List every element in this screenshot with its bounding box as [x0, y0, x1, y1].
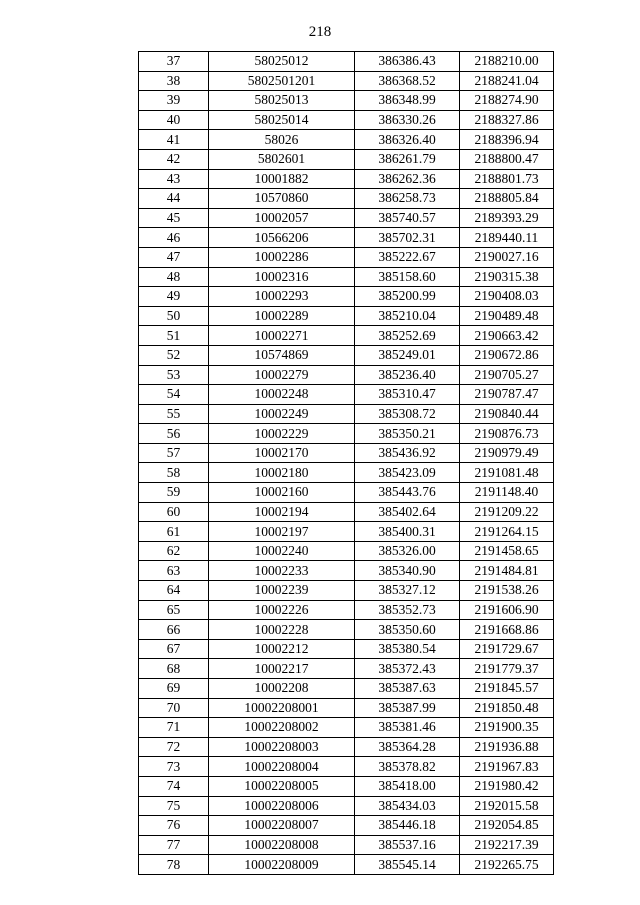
page-number: 218: [308, 24, 332, 40]
row-number-cell: 73: [139, 757, 209, 777]
point-id-cell: 10002240: [209, 541, 355, 561]
row-number-cell: 48: [139, 267, 209, 287]
table-row: [139, 306, 554, 326]
y-coordinate-cell: 2191606.90: [460, 600, 554, 620]
coordinates-table-body: [139, 52, 554, 875]
x-coordinate-cell: 385434.03: [355, 796, 460, 816]
x-coordinate-cell: 385249.01: [355, 345, 460, 365]
row-number-cell: 53: [139, 365, 209, 385]
point-id-cell: 10002229: [209, 424, 355, 444]
table-row: [139, 659, 554, 679]
table-row: [139, 776, 554, 796]
y-coordinate-cell: 2189440.11: [460, 228, 554, 248]
table-row: [139, 600, 554, 620]
x-coordinate-cell: 386258.73: [355, 189, 460, 209]
row-number-cell: 58: [139, 463, 209, 483]
y-coordinate-cell: 2191538.26: [460, 581, 554, 601]
table-row: [139, 620, 554, 640]
point-id-cell: 10002197: [209, 522, 355, 542]
row-number-cell: 37: [139, 52, 209, 72]
y-coordinate-cell: 2191264.15: [460, 522, 554, 542]
y-coordinate-cell: 2188396.94: [460, 130, 554, 150]
y-coordinate-cell: 2188800.47: [460, 149, 554, 169]
x-coordinate-cell: 385352.73: [355, 600, 460, 620]
table-row: [139, 52, 554, 72]
y-coordinate-cell: 2188274.90: [460, 91, 554, 111]
point-id-cell: 10002208001: [209, 698, 355, 718]
y-coordinate-cell: 2192054.85: [460, 816, 554, 836]
table-row: [139, 404, 554, 424]
table-row: [139, 561, 554, 581]
y-coordinate-cell: 2190663.42: [460, 326, 554, 346]
row-number-cell: 59: [139, 483, 209, 503]
point-id-cell: 10574869: [209, 345, 355, 365]
y-coordinate-cell: 2191668.86: [460, 620, 554, 640]
point-id-cell: 10002271: [209, 326, 355, 346]
y-coordinate-cell: 2190489.48: [460, 306, 554, 326]
x-coordinate-cell: 386348.99: [355, 91, 460, 111]
row-number-cell: 46: [139, 228, 209, 248]
row-number-cell: 66: [139, 620, 209, 640]
y-coordinate-cell: 2190979.49: [460, 443, 554, 463]
y-coordinate-cell: 2191484.81: [460, 561, 554, 581]
row-number-cell: 39: [139, 91, 209, 111]
x-coordinate-cell: 385537.16: [355, 835, 460, 855]
y-coordinate-cell: 2190315.38: [460, 267, 554, 287]
table-row: [139, 189, 554, 209]
table-row: [139, 835, 554, 855]
table-row: [139, 424, 554, 444]
y-coordinate-cell: 2191967.83: [460, 757, 554, 777]
y-coordinate-cell: 2190876.73: [460, 424, 554, 444]
point-id-cell: 10566206: [209, 228, 355, 248]
x-coordinate-cell: 385545.14: [355, 855, 460, 875]
y-coordinate-cell: 2191980.42: [460, 776, 554, 796]
table-row: [139, 208, 554, 228]
point-id-cell: 10570860: [209, 189, 355, 209]
x-coordinate-cell: 386330.26: [355, 110, 460, 130]
y-coordinate-cell: 2189393.29: [460, 208, 554, 228]
y-coordinate-cell: 2188801.73: [460, 169, 554, 189]
y-coordinate-cell: 2190840.44: [460, 404, 554, 424]
row-number-cell: 77: [139, 835, 209, 855]
row-number-cell: 64: [139, 581, 209, 601]
row-number-cell: 55: [139, 404, 209, 424]
point-id-cell: 10002239: [209, 581, 355, 601]
x-coordinate-cell: 385446.18: [355, 816, 460, 836]
y-coordinate-cell: 2190672.86: [460, 345, 554, 365]
row-number-cell: 75: [139, 796, 209, 816]
row-number-cell: 40: [139, 110, 209, 130]
table-row: [139, 522, 554, 542]
y-coordinate-cell: 2190705.27: [460, 365, 554, 385]
y-coordinate-cell: 2190027.16: [460, 247, 554, 267]
row-number-cell: 69: [139, 679, 209, 699]
table-row: [139, 228, 554, 248]
point-id-cell: 10002289: [209, 306, 355, 326]
point-id-cell: 10002057: [209, 208, 355, 228]
y-coordinate-cell: 2191148.40: [460, 483, 554, 503]
point-id-cell: 10002170: [209, 443, 355, 463]
y-coordinate-cell: 2191209.22: [460, 502, 554, 522]
x-coordinate-cell: 385308.72: [355, 404, 460, 424]
row-number-cell: 49: [139, 287, 209, 307]
table-row: [139, 483, 554, 503]
x-coordinate-cell: 385350.21: [355, 424, 460, 444]
x-coordinate-cell: 385436.92: [355, 443, 460, 463]
x-coordinate-cell: 385443.76: [355, 483, 460, 503]
row-number-cell: 60: [139, 502, 209, 522]
y-coordinate-cell: 2191729.67: [460, 639, 554, 659]
point-id-cell: 10002194: [209, 502, 355, 522]
y-coordinate-cell: 2191458.65: [460, 541, 554, 561]
x-coordinate-cell: 386326.40: [355, 130, 460, 150]
x-coordinate-cell: 385380.54: [355, 639, 460, 659]
row-number-cell: 41: [139, 130, 209, 150]
point-id-cell: 10002226: [209, 600, 355, 620]
row-number-cell: 47: [139, 247, 209, 267]
row-number-cell: 76: [139, 816, 209, 836]
table-row: [139, 345, 554, 365]
point-id-cell: 10002286: [209, 247, 355, 267]
point-id-cell: 10002248: [209, 385, 355, 405]
x-coordinate-cell: 385200.99: [355, 287, 460, 307]
y-coordinate-cell: 2190408.03: [460, 287, 554, 307]
point-id-cell: 5802501201: [209, 71, 355, 91]
table-row: [139, 110, 554, 130]
y-coordinate-cell: 2188210.00: [460, 52, 554, 72]
x-coordinate-cell: 386261.79: [355, 149, 460, 169]
table-row: [139, 718, 554, 738]
y-coordinate-cell: 2191779.37: [460, 659, 554, 679]
table-row: [139, 796, 554, 816]
x-coordinate-cell: 385423.09: [355, 463, 460, 483]
point-id-cell: 5802601: [209, 149, 355, 169]
x-coordinate-cell: 385740.57: [355, 208, 460, 228]
x-coordinate-cell: 386386.43: [355, 52, 460, 72]
y-coordinate-cell: 2191081.48: [460, 463, 554, 483]
row-number-cell: 43: [139, 169, 209, 189]
table-row: [139, 502, 554, 522]
table-row: [139, 91, 554, 111]
point-id-cell: 10002180: [209, 463, 355, 483]
row-number-cell: 52: [139, 345, 209, 365]
x-coordinate-cell: 385327.12: [355, 581, 460, 601]
x-coordinate-cell: 385364.28: [355, 737, 460, 757]
table-row: [139, 816, 554, 836]
row-number-cell: 67: [139, 639, 209, 659]
x-coordinate-cell: 385326.00: [355, 541, 460, 561]
table-row: [139, 326, 554, 346]
x-coordinate-cell: 385340.90: [355, 561, 460, 581]
x-coordinate-cell: 385210.04: [355, 306, 460, 326]
table-row: [139, 169, 554, 189]
y-coordinate-cell: 2188327.86: [460, 110, 554, 130]
table-row: [139, 365, 554, 385]
x-coordinate-cell: 385252.69: [355, 326, 460, 346]
row-number-cell: 45: [139, 208, 209, 228]
row-number-cell: 54: [139, 385, 209, 405]
x-coordinate-cell: 385400.31: [355, 522, 460, 542]
x-coordinate-cell: 386368.52: [355, 71, 460, 91]
table-row: [139, 581, 554, 601]
point-id-cell: 10002228: [209, 620, 355, 640]
x-coordinate-cell: 385702.31: [355, 228, 460, 248]
point-id-cell: 10002160: [209, 483, 355, 503]
table-row: [139, 149, 554, 169]
row-number-cell: 68: [139, 659, 209, 679]
row-number-cell: 65: [139, 600, 209, 620]
point-id-cell: 10002212: [209, 639, 355, 659]
y-coordinate-cell: 2192265.75: [460, 855, 554, 875]
point-id-cell: 10002249: [209, 404, 355, 424]
point-id-cell: 10002208004: [209, 757, 355, 777]
table-row: [139, 737, 554, 757]
table-row: [139, 443, 554, 463]
point-id-cell: 10002208: [209, 679, 355, 699]
row-number-cell: 56: [139, 424, 209, 444]
row-number-cell: 57: [139, 443, 209, 463]
table-row: [139, 855, 554, 875]
point-id-cell: 10002217: [209, 659, 355, 679]
y-coordinate-cell: 2191850.48: [460, 698, 554, 718]
point-id-cell: 10002208007: [209, 816, 355, 836]
point-id-cell: 10002208006: [209, 796, 355, 816]
table-row: [139, 639, 554, 659]
point-id-cell: 58025013: [209, 91, 355, 111]
point-id-cell: 10001882: [209, 169, 355, 189]
x-coordinate-cell: 386262.36: [355, 169, 460, 189]
y-coordinate-cell: 2188805.84: [460, 189, 554, 209]
row-number-cell: 72: [139, 737, 209, 757]
y-coordinate-cell: 2192015.58: [460, 796, 554, 816]
row-number-cell: 38: [139, 71, 209, 91]
point-id-cell: 10002233: [209, 561, 355, 581]
x-coordinate-cell: 385387.63: [355, 679, 460, 699]
y-coordinate-cell: 2191936.88: [460, 737, 554, 757]
table-row: [139, 267, 554, 287]
table-row: [139, 385, 554, 405]
point-id-cell: 10002208005: [209, 776, 355, 796]
table-row: [139, 698, 554, 718]
point-id-cell: 58025014: [209, 110, 355, 130]
table-row: [139, 247, 554, 267]
row-number-cell: 74: [139, 776, 209, 796]
row-number-cell: 70: [139, 698, 209, 718]
point-id-cell: 58026: [209, 130, 355, 150]
row-number-cell: 42: [139, 149, 209, 169]
table-row: [139, 757, 554, 777]
point-id-cell: 10002316: [209, 267, 355, 287]
x-coordinate-cell: 385222.67: [355, 247, 460, 267]
point-id-cell: 10002279: [209, 365, 355, 385]
x-coordinate-cell: 385418.00: [355, 776, 460, 796]
y-coordinate-cell: 2192217.39: [460, 835, 554, 855]
x-coordinate-cell: 385402.64: [355, 502, 460, 522]
table-row: [139, 71, 554, 91]
coordinates-table: [138, 51, 554, 875]
table-row: [139, 541, 554, 561]
row-number-cell: 51: [139, 326, 209, 346]
point-id-cell: 10002293: [209, 287, 355, 307]
x-coordinate-cell: 385378.82: [355, 757, 460, 777]
y-coordinate-cell: 2191845.57: [460, 679, 554, 699]
y-coordinate-cell: 2191900.35: [460, 718, 554, 738]
x-coordinate-cell: 385372.43: [355, 659, 460, 679]
point-id-cell: 10002208002: [209, 718, 355, 738]
table-row: [139, 463, 554, 483]
x-coordinate-cell: 385158.60: [355, 267, 460, 287]
point-id-cell: 58025012: [209, 52, 355, 72]
point-id-cell: 10002208008: [209, 835, 355, 855]
point-id-cell: 10002208003: [209, 737, 355, 757]
row-number-cell: 63: [139, 561, 209, 581]
x-coordinate-cell: 385350.60: [355, 620, 460, 640]
y-coordinate-cell: 2188241.04: [460, 71, 554, 91]
row-number-cell: 71: [139, 718, 209, 738]
row-number-cell: 78: [139, 855, 209, 875]
table-row: [139, 130, 554, 150]
row-number-cell: 61: [139, 522, 209, 542]
table-row: [139, 679, 554, 699]
y-coordinate-cell: 2190787.47: [460, 385, 554, 405]
x-coordinate-cell: 385381.46: [355, 718, 460, 738]
row-number-cell: 50: [139, 306, 209, 326]
table-row: [139, 287, 554, 307]
x-coordinate-cell: 385236.40: [355, 365, 460, 385]
x-coordinate-cell: 385387.99: [355, 698, 460, 718]
row-number-cell: 44: [139, 189, 209, 209]
row-number-cell: 62: [139, 541, 209, 561]
x-coordinate-cell: 385310.47: [355, 385, 460, 405]
point-id-cell: 10002208009: [209, 855, 355, 875]
